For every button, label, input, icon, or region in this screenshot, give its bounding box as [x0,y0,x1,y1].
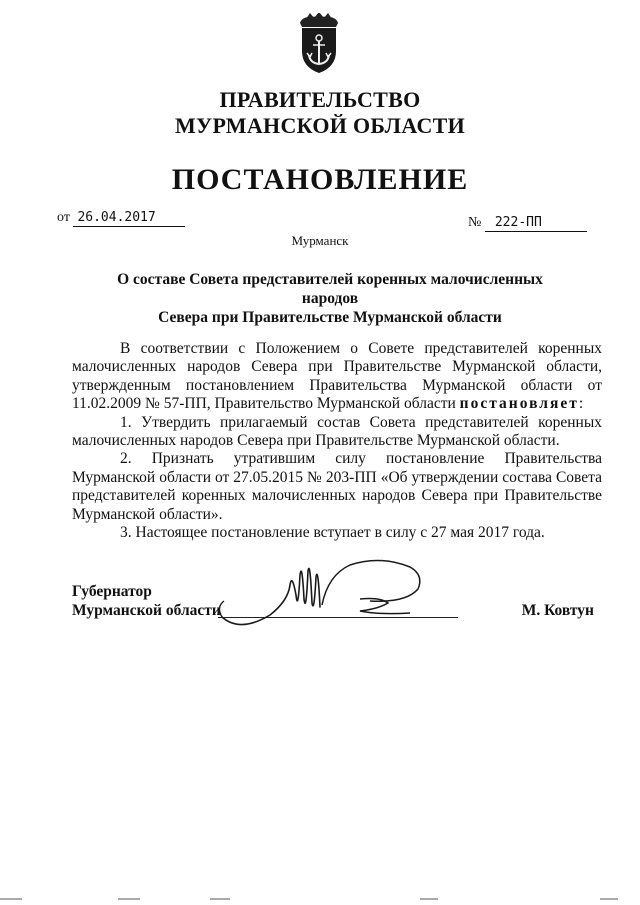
item-3: 3. Настоящее постановление вступает в силу с 27 мая 2017 года. [120,524,545,542]
resolves-suffix: : [578,395,584,413]
city-label: Мурманск [291,233,349,248]
subject-line1: О составе Совета представителей коренных малочисленных народов [117,271,543,307]
subject-line2: Севера при Правительстве Мурманской области [158,309,502,326]
item-1: 1. Утвердить прилагаемый состав Совета представителей коренных малочисленных народов Севера при Правительстве Мурманской области. [72,413,602,450]
coat-of-arms-icon [292,13,346,75]
signatory-name: М. Ковтун [521,602,594,619]
signatory-title-line1: Губернатор [72,583,152,600]
date-field [57,210,185,227]
number-field [468,215,587,232]
date-value: 26.04.2017 [73,210,185,227]
number-prefix: № [468,215,482,230]
number-value: 222-ПП [485,215,587,232]
item-2: 2. Признать утратившим силу постановление Правительства Мурманской области от 27.05.2015 № 203-ПП «Об утверждении состава Совета представителей коренных малочисленных народов Севера при Правительстве Мурманской области». [72,450,602,523]
handwritten-signature [210,555,460,635]
preamble-text: В соответствии с Положением о Совете представителей коренных малочисленных народов Севера при Правительстве Мурманской области, утвержденным постановлением Правительства Мурманской области от 11.02.2009 № 57-ПП, Правительство Мурманской области [72,340,602,413]
preamble-paragraph [72,340,602,414]
signatory-title [72,582,221,620]
government-title-line2: МУРМАНСКОЙ ОБЛАСТИ [174,113,466,138]
date-prefix: от [57,210,70,225]
scan-edge-marks [0,896,640,902]
document-type-heading: ПОСТАНОВЛЕНИЕ [171,163,469,196]
document-body [72,340,602,542]
government-title-line1: ПРАВИТЕЛЬСТВО [219,87,421,112]
subject-heading [90,270,570,327]
government-title [0,87,640,139]
signatory-title-line2: Мурманской области [72,602,221,619]
resolves-word: постановляет [459,395,579,413]
